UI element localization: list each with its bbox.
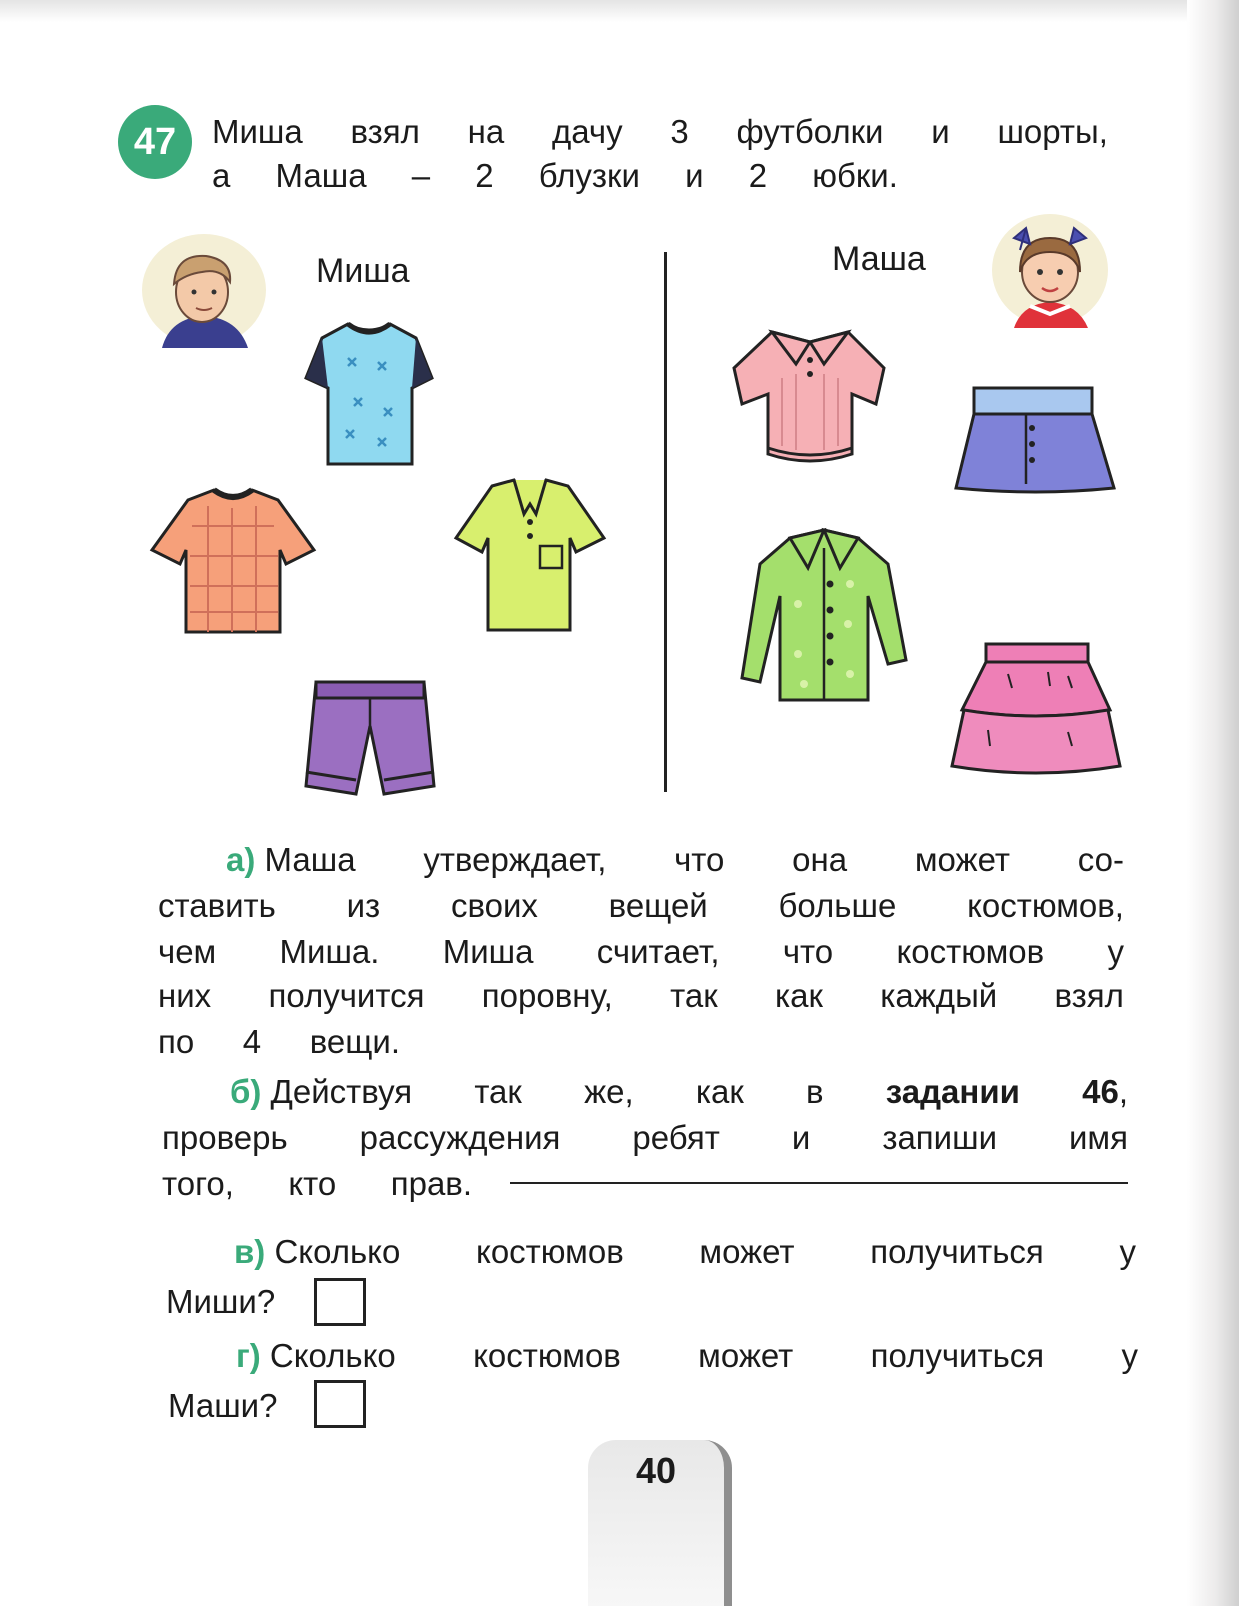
- word: проверь: [162, 1119, 288, 1156]
- word: Миша: [442, 933, 534, 970]
- orange-checked-tshirt-image: [148, 486, 318, 638]
- word: получится: [268, 977, 425, 1014]
- word: у: [1121, 1337, 1138, 1374]
- word: со-: [1077, 841, 1124, 878]
- word: может: [914, 841, 1010, 878]
- word: может: [698, 1337, 794, 1374]
- word: футболки: [736, 113, 884, 150]
- word: ребят: [632, 1119, 720, 1156]
- word: в: [806, 1073, 824, 1110]
- part-b-line-1: [230, 1072, 1128, 1112]
- pink-blouse-image: [726, 318, 892, 478]
- word: что: [674, 841, 725, 878]
- word: считает,: [596, 933, 720, 970]
- part-a-line-4: [158, 976, 1124, 1016]
- part-a-line-1: [226, 840, 1124, 880]
- purple-shorts-image: [302, 676, 438, 802]
- misha-question: Миши?: [166, 1283, 276, 1320]
- word-group: [230, 1072, 412, 1112]
- word: них: [158, 977, 212, 1014]
- word: своих: [450, 887, 538, 924]
- word: Сколько: [274, 1233, 401, 1270]
- word: блузки: [538, 157, 640, 194]
- masha-question: Маши?: [168, 1387, 278, 1424]
- masha-portrait: [990, 210, 1110, 328]
- word: запиши: [882, 1119, 998, 1156]
- word-group: [234, 1232, 400, 1272]
- word: Сколько: [269, 1337, 396, 1374]
- part-b-line-3: [162, 1164, 472, 1204]
- word: имя: [1069, 1119, 1128, 1156]
- word: и: [931, 113, 950, 150]
- page-number: 40: [635, 1450, 677, 1491]
- part-v-line-1: [234, 1232, 1136, 1272]
- word-group: [236, 1336, 396, 1376]
- part-g-label: г): [236, 1337, 261, 1374]
- blue-tshirt-image: [300, 318, 438, 472]
- word: на: [467, 113, 505, 150]
- masha-suits-answer-box[interactable]: [314, 1380, 366, 1428]
- word: как: [774, 977, 823, 1014]
- word: и: [791, 1119, 811, 1156]
- word: Миша.: [279, 933, 380, 970]
- word: вещи.: [309, 1023, 400, 1060]
- word: как: [695, 1073, 744, 1110]
- word: по: [158, 1023, 195, 1060]
- word: Маша: [264, 841, 356, 878]
- word: дачу: [552, 113, 623, 150]
- part-g-line-1: [236, 1336, 1138, 1376]
- word: шорты,: [997, 113, 1108, 150]
- word: 2: [748, 157, 768, 194]
- page-edge-top: [0, 0, 1239, 22]
- word: костюмов: [473, 1337, 621, 1374]
- word: больше: [778, 887, 897, 924]
- word-group: [226, 840, 356, 880]
- word: каждый: [880, 977, 998, 1014]
- word: взял: [1054, 977, 1124, 1014]
- task-reference-word: задании: [885, 1073, 1020, 1110]
- blue-skirt-image: [952, 384, 1118, 496]
- word: Миша: [212, 113, 303, 150]
- word: у: [1119, 1233, 1136, 1270]
- task-reference-number: 46: [1082, 1073, 1119, 1110]
- comma: ,: [1118, 1073, 1128, 1110]
- word: поровну,: [481, 977, 613, 1014]
- misha-suits-answer-box[interactable]: [314, 1278, 366, 1326]
- word: –: [411, 157, 431, 194]
- word: получиться: [870, 1337, 1045, 1374]
- word: чем: [158, 933, 217, 970]
- task-text-line-2: [212, 156, 898, 196]
- word: того,: [162, 1165, 234, 1202]
- word: из: [346, 887, 381, 924]
- word: же,: [584, 1073, 634, 1110]
- green-polo-shirt-image: [452, 476, 608, 636]
- page-spine-shadow: [1187, 0, 1239, 1606]
- task-number-badge: 47: [118, 105, 192, 179]
- masha-name-label: Маша: [832, 240, 926, 278]
- word: ставить: [158, 887, 276, 924]
- misha-name-label: Миша: [316, 252, 410, 290]
- part-a-line-2: [158, 886, 1124, 926]
- word: а: [212, 157, 231, 194]
- word: юбки.: [812, 157, 898, 194]
- word: и: [685, 157, 704, 194]
- word: взял: [350, 113, 420, 150]
- word: костюмов: [896, 933, 1045, 970]
- green-long-sleeve-blouse-image: [738, 524, 910, 708]
- part-b-line-2: [162, 1118, 1128, 1158]
- pink-ruffled-skirt-image: [948, 640, 1124, 778]
- part-b-label: б): [230, 1073, 262, 1110]
- word: что: [782, 933, 834, 970]
- word: костюмов: [476, 1233, 624, 1270]
- word: утверждает,: [423, 841, 607, 878]
- word: получиться: [870, 1233, 1044, 1270]
- word: рассуждения: [359, 1119, 561, 1156]
- word: 2: [475, 157, 494, 194]
- word: вещей: [608, 887, 708, 924]
- word: может: [699, 1233, 795, 1270]
- word: костюмов,: [967, 887, 1124, 924]
- column-divider: [664, 252, 667, 792]
- part-g-line-2: [168, 1386, 277, 1426]
- word: так: [670, 977, 718, 1014]
- word: 3: [670, 113, 689, 150]
- part-v-label: в): [234, 1233, 266, 1270]
- word: так: [474, 1073, 522, 1110]
- task-text-line-1: [212, 112, 1108, 152]
- word: Маша: [275, 157, 367, 194]
- part-a-label: а): [226, 841, 256, 878]
- name-answer-line[interactable]: [510, 1182, 1128, 1184]
- task-reference-number-group: [1082, 1072, 1128, 1112]
- misha-portrait: [140, 232, 268, 348]
- part-a-line-3: [158, 932, 1124, 972]
- part-a-line-5: [158, 1022, 400, 1062]
- word: у: [1107, 933, 1124, 970]
- word: 4: [242, 1023, 262, 1060]
- word: прав.: [390, 1165, 472, 1202]
- part-v-line-2: [166, 1282, 275, 1322]
- task-reference: [886, 1072, 1020, 1112]
- word: она: [792, 841, 848, 878]
- word: Действуя: [270, 1073, 413, 1110]
- word: кто: [288, 1165, 337, 1202]
